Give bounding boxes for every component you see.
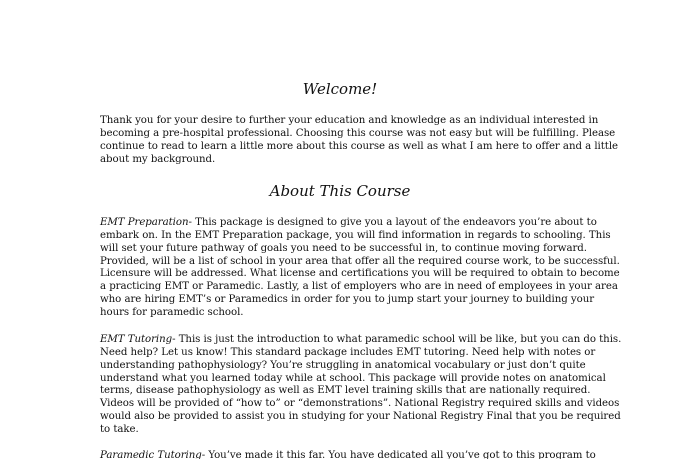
emt-preparation-paragraph — [100, 217, 620, 320]
paragraph-line: a practicing EMT or Paramedic. Lastly, a list of employers who are in need of employees in your area — [100, 281, 618, 293]
paragraph-line: becoming a pre-hospital professional. Choosing this course was not easy but will be fulfilling. Please — [100, 127, 616, 139]
paragraph-line: to take. — [100, 423, 139, 435]
paragraph-line — [100, 334, 621, 347]
paragraph-line-text: - This package is designed to give you a layout of the endeavors you’re about to — [188, 217, 597, 228]
emt-preparation-lead: EMT Preparation — [100, 217, 189, 228]
paragraph-line: hours for paramedic school. — [100, 306, 244, 318]
paragraph-line: continue to read to learn a little more about this course as well as what I am here to offer and a little — [100, 140, 619, 152]
welcome-heading: Welcome! — [302, 80, 378, 98]
paragraph-line: terms, disease pathophysiology as well as EMT level training skills that are nationally required. — [100, 385, 591, 397]
paramedic-tutoring-paragraph — [100, 450, 596, 459]
paragraph-line: Videos will be provided of “how to” or “demonstrations”. National Registry required skills and videos — [100, 398, 620, 410]
paragraph-line — [100, 450, 596, 459]
paramedic-tutoring-lead: Paramedic Tutoring — [100, 450, 202, 459]
paragraph-line: Provided, will be a list of school in your area that offer all the required course work, to be successful. — [100, 255, 620, 267]
paragraph-line-text: - This is just the introduction to what paramedic school will be like, but you can do this. — [172, 334, 622, 345]
emt-tutoring-lead: EMT Tutoring — [100, 334, 173, 345]
paragraph-line: would also be provided to assist you in studying for your National Registry Final that you be required — [100, 411, 621, 423]
paragraph-line: Thank you for your desire to further your education and knowledge as an individual interested in — [100, 115, 599, 126]
paragraph-line: will set your future pathway of goals you need to be successful in, to continue moving forward. — [100, 242, 587, 254]
paragraph-line: Need help? Let us know! This standard package includes EMT tutoring. Need help with notes or — [100, 346, 596, 358]
paragraph-line: about my background. — [100, 153, 216, 165]
paragraph-line — [100, 217, 620, 230]
emt-tutoring-paragraph — [100, 334, 621, 437]
about-course-heading: About This Course — [269, 182, 411, 200]
paragraph-line: understanding pathophysiology? You’re struggling in anatomical vocabulary or just don’t quite — [100, 359, 586, 371]
paragraph-line: Licensure will be addressed. What license and certifications you will be required to obtain to become — [100, 268, 620, 280]
paragraph-line-text: - You’ve made it this far. You have dedicated all you’ve got to this program to — [201, 450, 596, 459]
welcome-paragraph — [100, 115, 618, 166]
paragraph-line: understand what you learned today while at school. This package will provide notes on anatomical — [100, 372, 606, 384]
paragraph-line: who are hiring EMT’s or Paramedics in order for you to jump start your journey to building your — [100, 294, 595, 306]
paragraph-line: embark on. In the EMT Preparation package, you will find information in regards to schooling. This — [100, 229, 611, 241]
